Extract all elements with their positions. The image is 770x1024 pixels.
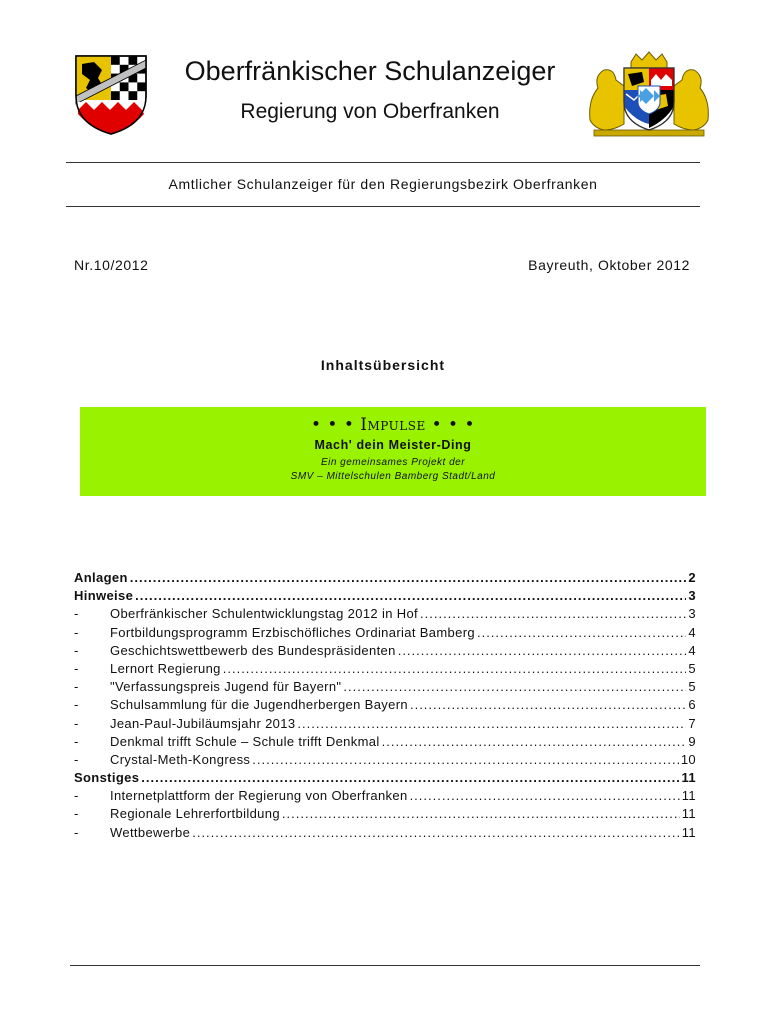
- toc-title: Inhaltsübersicht: [320, 357, 446, 373]
- toc-bullet: -: [74, 806, 79, 822]
- toc-dot-leader: [192, 825, 680, 840]
- toc-entry-page: 11: [681, 788, 696, 804]
- toc-entry-label: Sonstiges: [74, 770, 140, 786]
- toc-item-row: [74, 606, 696, 624]
- toc-item-row: [74, 734, 696, 752]
- toc-entry-page: 7: [688, 715, 696, 731]
- toc-entry-page: 9: [688, 733, 696, 749]
- toc-dot-leader: [343, 679, 686, 694]
- impulse-line-2: SMV – Mittelschulen Bamberg Stadt/Land: [290, 471, 496, 482]
- toc-entry-label: Crystal-Meth-Kongress: [110, 751, 251, 767]
- page-subtitle: Regierung von Oberfranken: [240, 100, 500, 123]
- dateline: Bayreuth, Oktober 2012: [528, 257, 690, 273]
- toc-dot-leader: [141, 770, 679, 785]
- toc-entry-page: 5: [688, 660, 696, 676]
- toc-entry-page: 10: [680, 751, 696, 767]
- toc-dot-leader: [223, 661, 687, 676]
- toc-item-row: [74, 625, 696, 643]
- footer-rule: [70, 965, 700, 966]
- toc-dot-leader: [382, 734, 687, 749]
- toc-entry-page: 3: [688, 606, 696, 622]
- tagline: Amtlicher Schulanzeiger für den Regierungsbezirk Oberfranken: [168, 176, 598, 192]
- toc-item-row: [74, 679, 696, 697]
- toc-entry-label: Jean-Paul-Jubiläumsjahr 2013: [110, 715, 296, 731]
- toc-bullet: -: [74, 606, 79, 622]
- toc-item-row: [74, 716, 696, 734]
- toc-dot-leader: [135, 588, 686, 603]
- toc-bullet: -: [74, 660, 79, 676]
- toc-section-row: [74, 770, 696, 788]
- toc-item-row: [74, 806, 696, 824]
- toc-dot-leader: [410, 697, 686, 712]
- toc-item-row: [74, 788, 696, 806]
- toc-entry-label: Wettbewerbe: [110, 824, 191, 840]
- toc-entry-label: Internetplattform der Regierung von Oberfranken: [110, 788, 408, 804]
- toc-entry-label: Geschichtswettbewerb des Bundespräsidenten: [110, 642, 396, 658]
- toc-entry-page: 3: [688, 588, 696, 604]
- oberfranken-coat-of-arms-icon: [72, 52, 150, 136]
- issue-number: Nr.10/2012: [74, 257, 149, 273]
- toc-dot-leader: [410, 788, 680, 803]
- toc-bullet: -: [74, 751, 79, 767]
- header-rule-top: [66, 162, 700, 163]
- toc-section-row: [74, 588, 696, 606]
- page-title: Oberfränkischer Schulanzeiger: [184, 56, 556, 86]
- toc-entry-page: 2: [688, 570, 696, 585]
- toc-entry-page: 11: [681, 770, 696, 786]
- toc-bullet: -: [74, 824, 79, 840]
- toc-dot-leader: [130, 570, 687, 585]
- table-of-contents: [74, 570, 696, 843]
- toc-entry-label: Fortbildungsprogramm Erzbischöfliches Ordinariat Bamberg: [110, 624, 475, 640]
- impulse-box: [80, 407, 706, 496]
- toc-entry-page: 4: [688, 642, 696, 658]
- toc-entry-label: Oberfränkischer Schulentwicklungstag 2012 in Hof: [110, 606, 419, 622]
- toc-entry-label: Anlagen: [74, 570, 128, 585]
- impulse-subheading: Mach' dein Meister-Ding: [314, 438, 472, 452]
- toc-bullet: -: [74, 788, 79, 804]
- toc-bullet: -: [74, 697, 79, 713]
- toc-item-row: [74, 697, 696, 715]
- toc-item-row: [74, 661, 696, 679]
- toc-entry-page: 11: [681, 824, 696, 840]
- header-rule-bottom: [66, 206, 700, 207]
- impulse-line-1: Ein gemeinsames Projekt der: [320, 457, 466, 468]
- toc-item-row: [74, 825, 696, 843]
- toc-dot-leader: [252, 752, 679, 767]
- toc-entry-page: 4: [688, 624, 696, 640]
- toc-entry-label: Regionale Lehrerfortbildung: [110, 806, 280, 822]
- toc-entry-label: Denkmal trifft Schule – Schule trifft Denkmal: [110, 733, 380, 749]
- toc-item-row: [74, 643, 696, 661]
- toc-bullet: -: [74, 715, 79, 731]
- toc-bullet: -: [74, 642, 79, 658]
- toc-item-row: [74, 752, 696, 770]
- toc-dot-leader: [297, 716, 686, 731]
- toc-bullet: -: [74, 733, 79, 749]
- toc-dot-leader: [477, 625, 686, 640]
- bavaria-coat-of-arms-icon: [584, 50, 714, 138]
- toc-bullet: -: [74, 679, 79, 695]
- toc-dot-leader: [282, 806, 680, 821]
- toc-entry-label: Schulsammlung für die Jugendherbergen Bayern: [110, 697, 408, 713]
- toc-entry-page: 11: [681, 806, 696, 822]
- toc-entry-label: "Verfassungspreis Jugend für Bayern": [110, 679, 342, 695]
- toc-entry-page: 6: [688, 697, 696, 713]
- toc-entry-page: 5: [688, 679, 696, 695]
- toc-dot-leader: [398, 643, 687, 658]
- toc-section-row: [74, 570, 696, 588]
- impulse-heading: • • • Impulse • • •: [310, 415, 475, 435]
- toc-entry-label: Lernort Regierung: [110, 660, 221, 676]
- toc-bullet: -: [74, 624, 79, 640]
- toc-dot-leader: [420, 606, 686, 621]
- toc-entry-label: Hinweise: [74, 588, 134, 604]
